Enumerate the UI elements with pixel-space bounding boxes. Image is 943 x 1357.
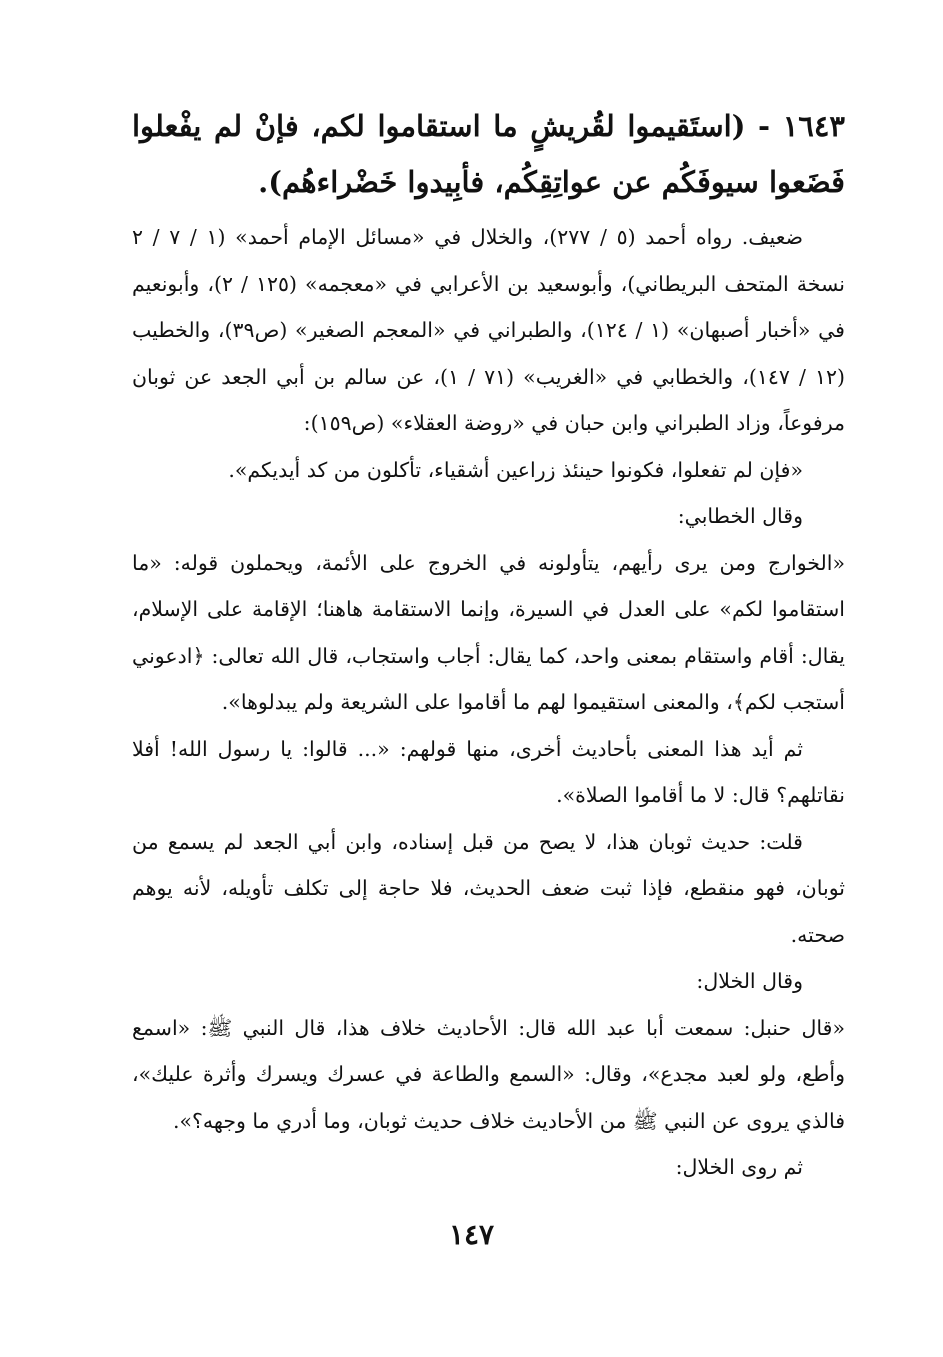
hadith-heading: ١٦٤٣ - (استَقيموا لقُريشٍ ما استقاموا لكم، فإنْ لم يفْعلوا فَضَعوا سيوفَكُم عن عواتِقِكُم، فأبِيدوا خَضْراءهُم). (132, 109, 845, 199)
commentary-body (132, 214, 845, 1191)
khattabi-intro: وقال الخطابي: (677, 504, 803, 528)
supporting-hadith-paragraph: ثم أيد هذا المعنى بأحاديث أخرى، منها قولهم: «... قالوا: يا رسول الله! أفلا نقاتلهم؟ قال: لا ما أقاموا الصلاة». (132, 736, 845, 807)
khallal-narration-intro: ثم روى الخلال: (675, 1155, 803, 1179)
tabarani-addition-quote: «فإن لم تفعلوا، فكونوا حينئذ زراعين أشقياء، تأكلون من كد أيديكم». (228, 457, 803, 482)
khallal-intro: وقال الخلال: (696, 969, 803, 993)
takhrij-paragraph: ضعيف. رواه أحمد (٥ / ٢٧٧)، والخلال في «مسائل الإمام أحمد» (١ / ٧ / ٢ نسخة المتحف البريطاني)، وأبوسعيد بن الأعرابي في «معجمه» (١٢٥ / ٢)، وأبونعيم في «أخبار أصبهان» (١ / ١٢٤)، والطبراني في «المعجم الصغير» (ص٣٩)، والخطيب (١٢ / ١٤٧)، والخطابي في «الغريب» (٧١ / ١)، عن سالم بن أبي الجعد عن ثوبان مرفوعاً، وزاد الطبراني وابن حبان في «روضة العقلاء» (ص١٥٩): (132, 225, 845, 435)
page-number: ١٤٧ (448, 1218, 495, 1251)
khattabi-quote: «الخوارج ومن يرى رأيهم، يتأولونه في الخروج على الأئمة، ويحملون قوله: «ما استقاموا لكم» على العدل في السيرة، وإنما الاستقامة هاهنا؛ الإقامة على الإسلام، يقال: أقام واستقام بمعنى واحد، كما يقال: أجاب واستجاب، قال الله تعالى: ﴿ادعوني أستجب لكم﴾، والمعنى استقيموا لهم ما أقاموا على الشريعة ولم يبدلوها». (132, 550, 845, 714)
author-verdict-paragraph: قلت: حديث ثوبان هذا، لا يصح من قبل إسناده، وابن أبي الجعد لم يسمع من ثوبان، فهو منقطع، فإذا ثبت ضعف الحديث، فلا حاجة إلى تكلف تأويله، لأنه يوهم صحته. (132, 829, 845, 947)
hanbal-quote: «قال حنبل: سمعت أبا عبد الله قال: الأحاديث خلاف هذا، قال النبي ﷺ: «اسمع وأطع، ولو لعبد مجدع»، وقال: «السمع والطاعة في عسرك ويسرك وأثرة عليك»، فالذي يروى عن النبي ﷺ من الأحاديث خلاف حديث ثوبان، وما أدري ما وجهه؟». (132, 1015, 845, 1133)
